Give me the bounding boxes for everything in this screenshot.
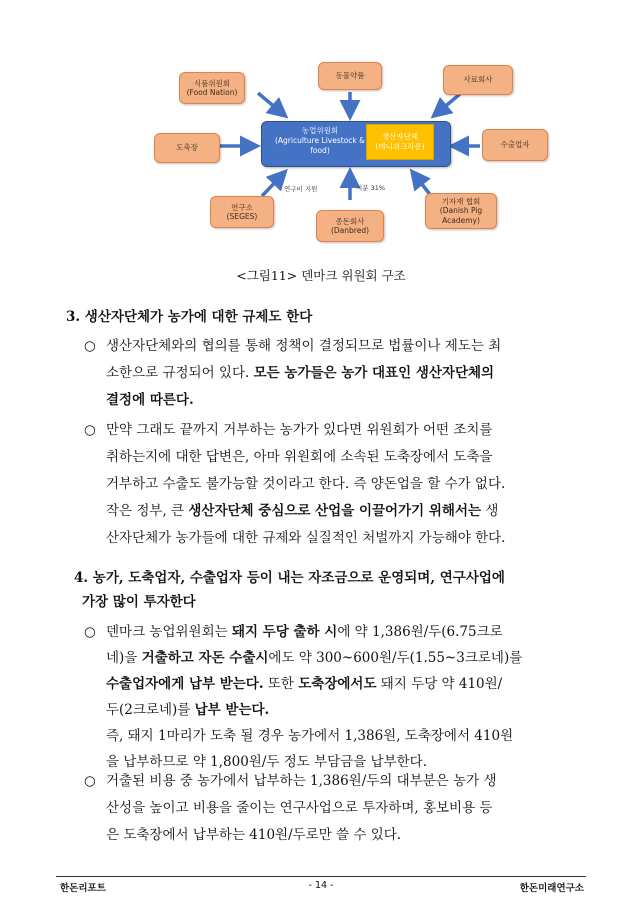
node-danbred-sublabel: (Danbred) — [330, 226, 370, 235]
node-slaughterhouse-label: 도축장 — [176, 143, 198, 153]
node-feed-company — [443, 65, 513, 95]
node-exporter-label: 수출업자 — [500, 140, 530, 150]
council-subtitle-1: (Agriculture Livestock & — [274, 135, 365, 145]
s4p1-line2 — [106, 645, 590, 671]
node-food-nation-sublabel: (Food Nation) — [186, 88, 238, 97]
s3p2-line5: 산자단체가 농가들에 대한 규제와 실질적인 처벌까지 가능해야 한다. — [106, 530, 506, 546]
bullet: ○ — [84, 422, 96, 438]
label-share: 지분 31% — [356, 184, 386, 192]
organization-diagram — [0, 0, 642, 262]
agriculture-council-label — [266, 126, 374, 155]
s3p2-line4-b: 생산자단체 중심으로 산업을 이끌어가기 위해서는 — [188, 503, 482, 519]
s3p2-line4-c: 생 — [481, 503, 499, 519]
s4p1-line3 — [106, 671, 590, 697]
node-seges-sublabel: (SEGES) — [226, 212, 258, 221]
producer-group-sublabel: (데니쉬크라운) — [375, 142, 425, 151]
council-subtitle-2: food) — [310, 145, 330, 155]
node-animal-drug — [318, 62, 382, 90]
s4p1-line4 — [106, 697, 590, 723]
node-slaughterhouse — [154, 133, 220, 163]
section-4-heading — [74, 566, 594, 614]
figure-caption: <그림11> 덴마크 위원회 구조 — [236, 268, 406, 283]
producer-group-box — [366, 124, 434, 160]
s4p1-line5: 즉, 돼지 1마리가 도축 될 경우 농가에서 1,386원, 도축장에서 410원 — [106, 728, 514, 744]
s4p1-line3-c: 도축장에서도 — [298, 676, 377, 692]
council-title: 농업위원회 — [301, 126, 339, 135]
node-pig-academy-sublabel-2: Academy) — [442, 215, 480, 225]
section-3-paragraph-2 — [84, 417, 590, 552]
s4p1-line2-b: 거출하고 자돈 수출시 — [141, 650, 269, 666]
s4p1-line2-a: 네)을 — [106, 650, 142, 666]
s4p1-line1-a: 덴마크 농업위원회는 — [106, 624, 232, 640]
node-exporter — [482, 129, 548, 161]
s4p1-line6: 을 납부하므로 약 1,800원/두 정도 부담금을 납부한다. — [106, 754, 428, 770]
section-4-paragraph-2 — [84, 768, 590, 849]
s3p1-line1: 생산자단체와의 협의를 통해 정책이 결정되므로 법률이나 제도는 최 — [106, 338, 502, 354]
s3p2-line4-a: 작은 정부, 큰 — [106, 503, 189, 519]
node-danbred-label: 종돈회사 — [335, 216, 365, 226]
label-research-funding: 연구비 지원 — [284, 185, 318, 193]
node-food-nation — [179, 72, 245, 104]
section-4-heading-line2: 가장 많이 투자한다 — [82, 594, 196, 610]
section-3-paragraph-1 — [84, 333, 590, 414]
s4p1-line1-b: 돼지 두당 출하 시 — [231, 624, 338, 640]
node-seges-label: 연구소 — [231, 202, 253, 212]
arrow-seges — [262, 174, 283, 196]
arrow-food-nation — [258, 93, 283, 114]
arrow-feed-company — [436, 94, 460, 114]
s4p1-line4-b: 납부 받는다. — [194, 702, 270, 718]
s3p2-line1: 만약 그래도 끝까지 거부하는 농가가 있다면 위원회가 어떤 조치를 — [106, 422, 493, 438]
s4p1-line3-a: 수출업자에게 납부 받는다. — [106, 676, 264, 692]
bullet: ○ — [84, 338, 96, 354]
node-pig-academy — [425, 193, 497, 229]
section-3-heading: 3. 생산자단체가 농가에 대한 규제도 한다 — [66, 309, 313, 325]
section-4-heading-line1: 4. 농가, 도축업자, 수출업자 등이 내는 자조금으로 운영되며, 연구사업에 — [74, 570, 505, 586]
s4p2-line2: 산성을 높이고 비용을 줄이는 연구사업으로 투자하며, 홍보비용 등 — [106, 800, 493, 816]
s4p1-line3-d: 돼지 두당 약 410원/ — [376, 676, 503, 692]
s4p1-line1 — [106, 619, 590, 645]
s4p2-line3: 은 도축장에서 납부하는 410원/두로만 쓸 수 있다. — [106, 827, 402, 843]
producer-group-label: 생산자단체 — [381, 132, 419, 142]
footer-left: 한돈리포트 — [60, 883, 106, 894]
node-pig-academy-sublabel-1: (Danish Pig — [439, 206, 483, 216]
s4p2-line1: 거출된 비용 중 농가에서 납부하는 1,386원/두의 대부분은 농가 생 — [106, 773, 497, 789]
s4p1-line4-a: 두(2크로네)를 — [106, 702, 195, 718]
node-seges — [210, 196, 274, 228]
node-animal-drug-label: 동물약품 — [335, 71, 365, 81]
s4p1-line1-c: 에 약 1,386원/두(6.75크로 — [337, 624, 503, 640]
s3p1-line2 — [106, 360, 590, 387]
s3p2-line3: 거부하고 수출도 불가능할 것이라고 한다. 즉 양돈업을 할 수가 없다. — [106, 476, 506, 492]
node-pig-academy-label: 기자재 협회 — [441, 196, 481, 206]
page-number: - 14 - — [308, 880, 334, 891]
node-danbred — [316, 210, 384, 242]
s3p2-line2: 취하는지에 대한 답변은, 아마 위원회에 소속된 도축장에서 도축을 — [106, 449, 493, 465]
s3p2-line4 — [106, 498, 590, 525]
s3p1-line2-b: 모든 농가들은 농가 대표인 생산자단체의 — [253, 365, 495, 381]
node-feed-company-label: 사료회사 — [463, 75, 493, 85]
s3p1-line2-a: 소한으로 규정되어 있다. — [106, 365, 254, 381]
footer-right: 한돈미래연구소 — [519, 883, 584, 894]
node-food-nation-label: 식품위원회 — [193, 78, 231, 88]
section-4-paragraph-1 — [84, 619, 590, 781]
bullet: ○ — [84, 773, 96, 789]
s4p1-line2-c: 에도 약 300~600원/두(1.55~3크로네)를 — [268, 650, 523, 666]
footer-divider — [56, 876, 586, 877]
bullet: ○ — [84, 624, 96, 640]
s3p1-line3-b: 결정에 따른다. — [106, 392, 194, 408]
s3p1-line3 — [106, 387, 590, 414]
s4p1-line3-b: 또한 — [263, 676, 299, 692]
